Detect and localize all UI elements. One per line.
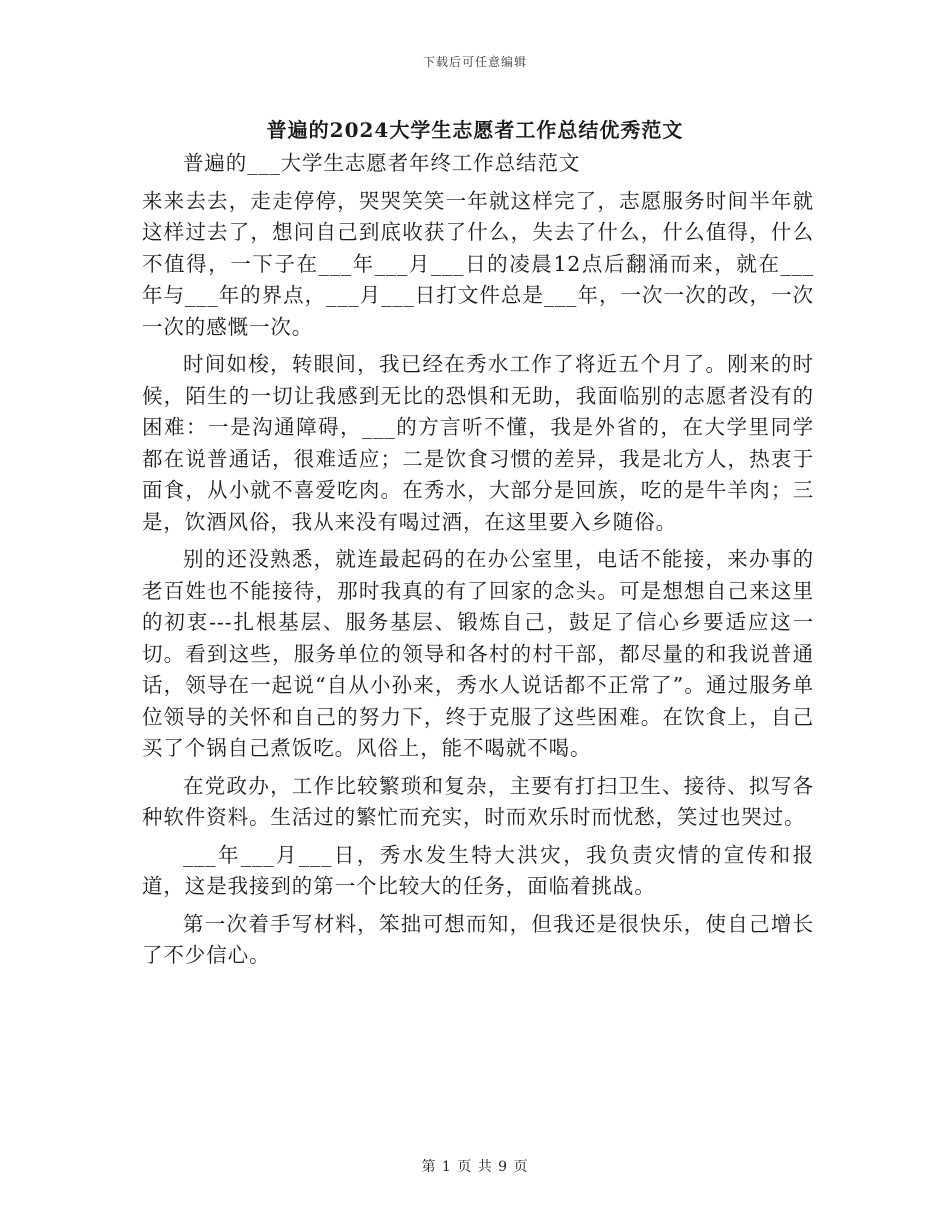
paragraph-6: 第一次着手写材料，笨拙可想而知，但我还是很快乐，使自己增长了不少信心。: [142, 911, 814, 967]
page-header: 下载后可任意编辑: [422, 55, 527, 69]
document-body: [142, 148, 814, 972]
page-number: 第 1 页 共 9 页: [421, 1159, 529, 1175]
paragraph-2: 时间如梭，转眼间，我已经在秀水工作了将近五个月了。刚来的时候，陌生的一切让我感到无比的恐惧和无助，我面临别的志愿者没有的困难：一是沟通障碍，___的方言听不懂，我是外省的，在大学里同学都在说普通话，很难适应；二是饮食习惯的差异，我是北方人，热衷于面食，从小就不喜爱吃肉。在秀水，大部分是回族，吃的是牛羊肉；三是，饮酒风俗，我从来没有喝过酒，在这里要入乡随俗。: [142, 352, 814, 534]
paragraph-5: ___年___月___日，秀水发生特大洪灾，我负责灾情的宣传和报道，这是我接到的第一个比较大的任务，面临着挑战。: [142, 842, 814, 898]
document-title: 普遍的2024大学生志愿者工作总结优秀范文: [266, 118, 684, 142]
paragraph-4: 在党政办，工作比较繁琐和复杂，主要有打扫卫生、接待、拟写各种软件资料。生活过的繁忙而充实，时而欢乐时而忧愁，笑过也哭过。: [142, 773, 814, 829]
paragraph-3: 别的还没熟悉，就连最起码的在办公室里，电话不能接，来办事的老百姓也不能接待，那时我真的有了回家的念头。可是想想自己来这里的初衷---扎根基层、服务基层、锻炼自己，鼓足了信心乡要适应这一切。看到这些，服务单位的领导和各村的村干部，都尽量的和我说普通话，领导在一起说“自从小孙来，秀水人说话都不正常了”。通过服务单位领导的关怀和自己的努力下，终于克服了这些困难。在饮食上，自己买了个锅自己煮饭吃。风俗上，能不喝就不喝。: [142, 547, 814, 760]
document-subtitle: 普遍的___大学生志愿者年终工作总结范文: [183, 151, 581, 175]
paragraph-1: 来来去去，走走停停，哭哭笑笑一年就这样完了，志愿服务时间半年就这样过去了，想问自己到底收获了什么，失去了什么，什么值得，什么不值得，一下子在___年___月___日的凌晨12点后翻涌而来，就在___年与___年的界点，___月___日打文件总是___年，一次一次的改，一次一次的感慨一次。: [142, 188, 814, 339]
